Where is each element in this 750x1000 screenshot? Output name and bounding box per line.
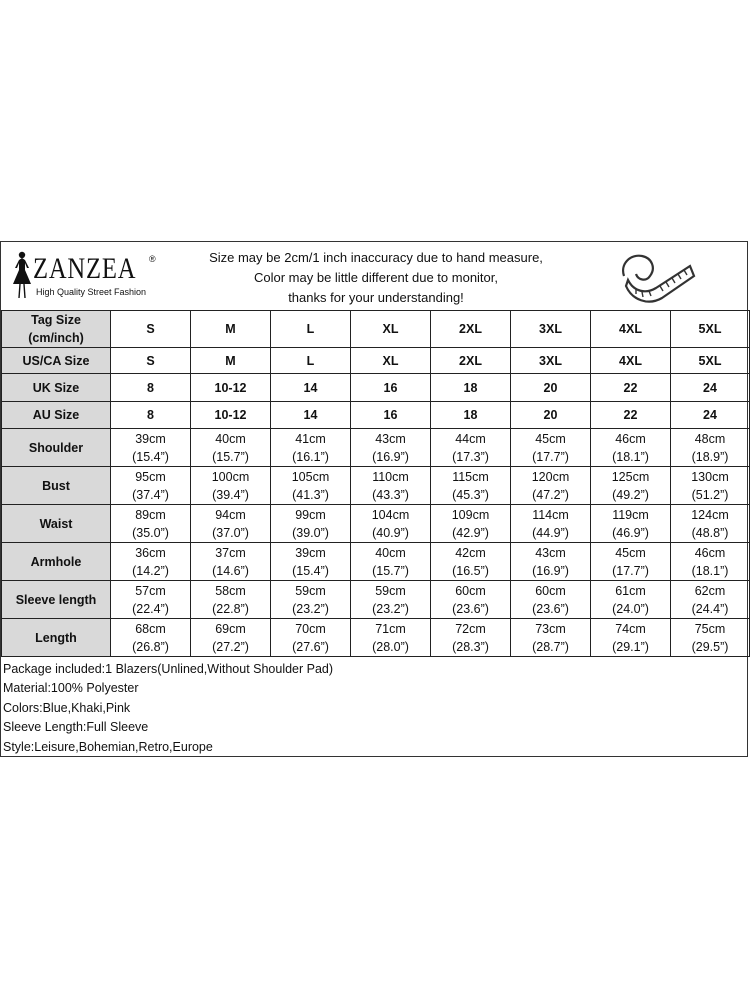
measure-inch: (14.2”) xyxy=(132,563,169,578)
measure-inch: (16.9”) xyxy=(532,563,569,578)
measure-cell xyxy=(591,505,671,543)
measure-cm: 71cm xyxy=(375,621,406,636)
size-cell: 3XL xyxy=(511,348,591,374)
measure-cm: 44cm xyxy=(455,431,486,446)
measure-inch: (29.1”) xyxy=(612,639,649,654)
measure-cm: 104cm xyxy=(371,507,410,522)
measure-cm: 42cm xyxy=(455,545,486,560)
size-cell: M xyxy=(191,348,271,374)
measure-cm: 70cm xyxy=(295,621,326,636)
measure-cm: 40cm xyxy=(375,545,406,560)
measure-cell xyxy=(511,581,591,619)
measure-cm: 46cm xyxy=(615,431,646,446)
measure-inch: (28.3”) xyxy=(452,639,489,654)
measure-inch: (39.4”) xyxy=(212,487,249,502)
info-sleeve-length: Sleeve Length:Full Sleeve xyxy=(3,720,149,735)
measure-inch: (42.9”) xyxy=(452,525,489,540)
measure-cell xyxy=(111,505,191,543)
measure-cell xyxy=(271,505,351,543)
measure-inch: (51.2”) xyxy=(691,487,729,502)
tag-size-cell: L xyxy=(271,311,351,348)
measure-inch: (44.9”) xyxy=(532,525,569,540)
measure-cm: 120cm xyxy=(531,469,570,484)
size-cell: 24 xyxy=(671,374,750,402)
measure-inch: (24.4”) xyxy=(691,601,729,616)
measure-inch: (22.4”) xyxy=(132,601,169,616)
table-row xyxy=(2,543,750,581)
measure-cm: 43cm xyxy=(535,545,566,560)
size-cell: 8 xyxy=(111,374,191,402)
row-label-cell: UK Size xyxy=(2,374,111,402)
size-cell: 20 xyxy=(511,402,591,429)
measure-cm: 114cm xyxy=(532,507,569,522)
measure-cm: 61cm xyxy=(615,583,646,598)
measure-inch: (26.8”) xyxy=(132,639,169,654)
measure-cm: 59cm xyxy=(295,583,326,598)
tag-size-cell: 3XL xyxy=(511,311,591,348)
measure-cm: 125cm xyxy=(611,469,650,484)
measure-cell xyxy=(591,467,671,505)
measure-cm: 41cm xyxy=(295,431,326,446)
measure-cm: 69cm xyxy=(215,621,246,636)
notice-line-1: Size may be 2cm/1 inch inaccuracy due to hand measure, xyxy=(209,250,543,265)
measure-cm: 48cm xyxy=(694,431,726,446)
measure-inch: (29.5”) xyxy=(691,639,729,654)
size-table-body xyxy=(2,311,750,657)
measure-inch: (35.0”) xyxy=(132,525,169,540)
brand-tagline: High Quality Street Fashion xyxy=(36,287,147,297)
size-cell: 18 xyxy=(431,402,511,429)
measure-inch: (23.6”) xyxy=(452,601,489,616)
size-cell: 8 xyxy=(111,402,191,429)
size-cell: S xyxy=(111,348,191,374)
measure-inch: (27.6”) xyxy=(292,639,329,654)
measure-cm: 59cm xyxy=(375,583,406,598)
measure-cell xyxy=(191,429,271,467)
measure-inch: (45.3”) xyxy=(452,487,489,502)
measure-cm: 124cm xyxy=(691,507,729,522)
row-label-cell: Length xyxy=(2,619,111,657)
size-cell: 10-12 xyxy=(191,374,271,402)
registered-mark: ® xyxy=(149,254,156,264)
measure-cell xyxy=(671,505,750,543)
size-table xyxy=(1,310,750,657)
table-row xyxy=(2,402,750,429)
row-label-cell: Shoulder xyxy=(2,429,111,467)
measure-inch: (17.7”) xyxy=(532,449,569,464)
measure-cm: 39cm xyxy=(135,431,166,446)
measure-inch: (17.3”) xyxy=(452,449,489,464)
row-label-cell: AU Size xyxy=(2,402,111,429)
measure-cm: 100cm xyxy=(211,469,250,484)
measure-inch: (15.7”) xyxy=(212,449,249,464)
measure-cell xyxy=(431,467,511,505)
size-cell: XL xyxy=(351,348,431,374)
measure-cm: 115cm xyxy=(452,469,489,484)
measure-cell xyxy=(671,619,750,657)
measure-inch: (17.7”) xyxy=(612,563,649,578)
tag-size-cell: 4XL xyxy=(591,311,671,348)
measure-inch: (43.3”) xyxy=(372,487,409,502)
tag-size-header-cell: Tag Size (cm/inch) xyxy=(2,311,111,348)
measure-cm: 73cm xyxy=(535,621,566,636)
measure-cm: 89cm xyxy=(135,507,166,522)
measure-inch: (15.4”) xyxy=(292,563,329,578)
measure-cm: 95cm xyxy=(135,469,166,484)
measure-cell xyxy=(431,619,511,657)
info-colors: Colors:Blue,Khaki,Pink xyxy=(3,700,131,715)
measure-cell xyxy=(191,543,271,581)
tag-size-cell: M xyxy=(191,311,271,348)
brand-name: ZANZEA xyxy=(33,252,137,285)
measure-cm: 60cm xyxy=(455,583,486,598)
dress-silhouette-icon xyxy=(9,250,35,302)
measure-cell xyxy=(271,543,351,581)
row-label-cell: Armhole xyxy=(2,543,111,581)
measure-cell xyxy=(671,467,750,505)
measure-cell xyxy=(431,543,511,581)
measure-cm: 60cm xyxy=(535,583,566,598)
row-label-cell: Sleeve length xyxy=(2,581,111,619)
measure-cell xyxy=(191,467,271,505)
measure-cell xyxy=(351,619,431,657)
measure-inch: (23.6”) xyxy=(532,601,569,616)
info-style: Style:Leisure,Bohemian,Retro,Europe xyxy=(3,739,213,754)
measure-cell xyxy=(591,619,671,657)
measure-cell xyxy=(671,429,750,467)
measure-cm: 99cm xyxy=(295,507,326,522)
table-row xyxy=(2,348,750,374)
measure-inch: (47.2”) xyxy=(532,487,569,502)
measure-cm: 40cm xyxy=(215,431,246,446)
measure-cell xyxy=(351,543,431,581)
measure-cell xyxy=(271,581,351,619)
measure-cell xyxy=(511,505,591,543)
measure-cell xyxy=(511,467,591,505)
measure-cell xyxy=(351,581,431,619)
measure-cell xyxy=(191,505,271,543)
measure-inch: (49.2”) xyxy=(612,487,649,502)
measure-inch: (22.8”) xyxy=(212,601,249,616)
measure-inch: (48.8”) xyxy=(691,525,729,540)
measure-inch: (15.4”) xyxy=(132,449,169,464)
measure-inch: (16.1”) xyxy=(292,449,329,464)
measure-cell xyxy=(431,581,511,619)
row-label-cell: US/CA Size xyxy=(2,348,111,374)
info-package: Package included:1 Blazers(Unlined,Without Shoulder Pad) xyxy=(3,662,334,676)
notice-line-3: thanks for your understanding! xyxy=(288,290,464,305)
size-cell: L xyxy=(271,348,351,374)
measure-cell xyxy=(111,619,191,657)
measure-cell xyxy=(431,505,511,543)
measure-cell xyxy=(111,467,191,505)
measure-cm: 39cm xyxy=(295,545,326,560)
size-cell: 14 xyxy=(271,402,351,429)
brand-logo xyxy=(9,250,159,302)
tag-size-cell: 5XL xyxy=(671,311,750,348)
measure-inch: (24.0”) xyxy=(612,601,649,616)
measure-cm: 119cm xyxy=(612,507,649,522)
measure-cell xyxy=(271,429,351,467)
measure-inch: (46.9”) xyxy=(612,525,649,540)
measure-cm: 68cm xyxy=(135,621,166,636)
measure-cell xyxy=(111,429,191,467)
measure-cell xyxy=(191,581,271,619)
measure-inch: (39.0”) xyxy=(292,525,329,540)
table-row xyxy=(2,374,750,402)
measure-inch: (28.0”) xyxy=(372,639,409,654)
measure-cell xyxy=(111,581,191,619)
measure-inch: (37.0”) xyxy=(212,525,249,540)
measure-inch: (18.1”) xyxy=(691,563,729,578)
measure-cm: 45cm xyxy=(535,431,566,446)
measure-cm: 94cm xyxy=(215,507,246,522)
measuring-tape-icon xyxy=(616,246,696,306)
measure-inch: (37.4”) xyxy=(132,487,169,502)
tag-size-cell: 2XL xyxy=(431,311,511,348)
measure-cm: 57cm xyxy=(135,583,166,598)
info-material: Material:100% Polyester xyxy=(3,681,139,696)
measure-cell xyxy=(591,543,671,581)
measure-cm: 110cm xyxy=(372,469,409,484)
measure-cell xyxy=(511,619,591,657)
measure-cell xyxy=(591,581,671,619)
measure-inch: (16.9”) xyxy=(372,449,409,464)
table-row xyxy=(2,619,750,657)
size-cell: 16 xyxy=(351,374,431,402)
measure-inch: (18.1”) xyxy=(612,449,649,464)
measure-inch: (40.9”) xyxy=(372,525,409,540)
table-row xyxy=(2,505,750,543)
measure-cell xyxy=(111,543,191,581)
measure-cell xyxy=(351,505,431,543)
size-cell: 5XL xyxy=(671,348,750,374)
size-chart-sheet xyxy=(0,241,748,757)
measure-inch: (27.2”) xyxy=(212,639,249,654)
measure-cm: 75cm xyxy=(694,621,726,636)
measure-inch: (23.2”) xyxy=(292,601,329,616)
measure-inch: (41.3”) xyxy=(292,487,329,502)
measure-cell xyxy=(511,543,591,581)
size-cell: 10-12 xyxy=(191,402,271,429)
measure-inch: (18.9”) xyxy=(691,449,729,464)
measure-cm: 105cm xyxy=(291,469,330,484)
measure-cell xyxy=(351,429,431,467)
row-label-cell: Waist xyxy=(2,505,111,543)
measure-cell xyxy=(351,467,431,505)
size-cell: 22 xyxy=(591,374,671,402)
measure-inch: (16.5”) xyxy=(452,563,489,578)
measure-cm: 109cm xyxy=(451,507,490,522)
size-cell: 20 xyxy=(511,374,591,402)
tag-size-cell: S xyxy=(111,311,191,348)
measure-inch: (23.2”) xyxy=(372,601,409,616)
notice-line-2: Color may be little different due to monitor, xyxy=(254,270,498,285)
measure-cm: 45cm xyxy=(615,545,646,560)
measure-inch: (14.6”) xyxy=(212,563,249,578)
measure-cm: 72cm xyxy=(455,621,486,636)
measure-inch: (15.7”) xyxy=(372,563,409,578)
size-cell: 24 xyxy=(671,402,750,429)
measure-cell xyxy=(511,429,591,467)
measure-cell xyxy=(271,467,351,505)
measure-cm: 130cm xyxy=(691,469,729,484)
measure-cm: 62cm xyxy=(694,583,726,598)
table-row xyxy=(2,467,750,505)
size-cell: 16 xyxy=(351,402,431,429)
measure-cell xyxy=(271,619,351,657)
measure-cm: 37cm xyxy=(215,545,246,560)
size-cell: 22 xyxy=(591,402,671,429)
measurement-notice xyxy=(181,248,571,308)
measure-cell xyxy=(191,619,271,657)
table-row xyxy=(2,311,750,348)
measure-cell xyxy=(591,429,671,467)
measure-cm: 36cm xyxy=(135,545,166,560)
measure-cell xyxy=(431,429,511,467)
chart-header xyxy=(1,242,747,310)
measure-cell xyxy=(671,581,750,619)
table-row xyxy=(2,429,750,467)
product-info xyxy=(3,660,333,757)
tag-size-cell: XL xyxy=(351,311,431,348)
size-cell: 18 xyxy=(431,374,511,402)
measure-cm: 43cm xyxy=(375,431,406,446)
measure-inch: (28.7”) xyxy=(532,639,569,654)
size-cell: 4XL xyxy=(591,348,671,374)
measure-cm: 58cm xyxy=(215,583,246,598)
measure-cm: 74cm xyxy=(615,621,646,636)
size-cell: 2XL xyxy=(431,348,511,374)
row-label-cell: Bust xyxy=(2,467,111,505)
size-cell: 14 xyxy=(271,374,351,402)
table-row xyxy=(2,581,750,619)
measure-cell xyxy=(671,543,750,581)
measure-cm: 46cm xyxy=(694,545,726,560)
